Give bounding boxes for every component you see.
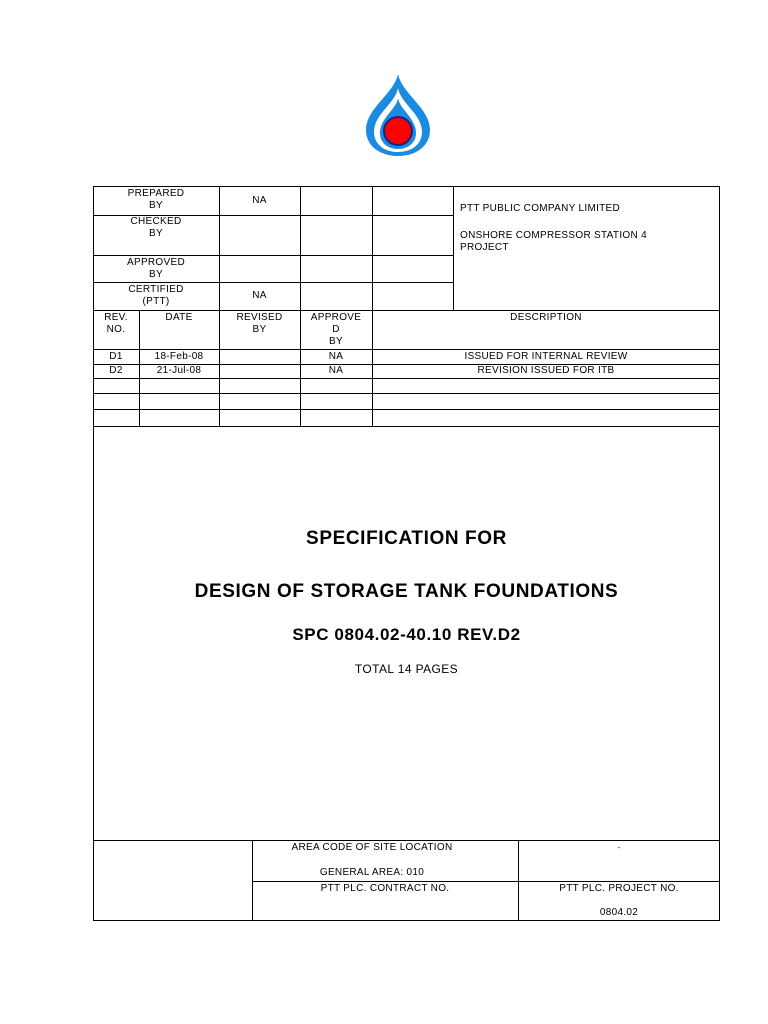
row-rev: D1 (109, 351, 123, 362)
company-name: PTT PUBLIC COMPANY LIMITED (460, 203, 621, 214)
grid-line (453, 186, 454, 310)
row-approved-by: NA (328, 351, 344, 362)
header-approved-by: APPROVE D BY (310, 312, 362, 347)
certified-value: NA (252, 290, 267, 301)
grid-line (252, 881, 720, 882)
row-date: 21-Jul-08 (156, 365, 202, 376)
header-rev-no: REV. NO. (104, 312, 128, 335)
header-revised-by: REVISED BY (236, 312, 283, 335)
grid-line (93, 409, 720, 410)
total-pages: TOTAL 14 PAGES (354, 662, 459, 676)
certified-label: CERTIFIED (PTT) (128, 284, 184, 307)
row-date: 18-Feb-08 (154, 351, 204, 362)
grid-line (93, 840, 720, 841)
doc-title-line1: SPECIFICATION FOR (306, 528, 507, 549)
grid-line (93, 349, 720, 350)
grid-line (93, 310, 720, 311)
project-name: ONSHORE COMPRESSOR STATION 4 PROJECT (460, 230, 647, 253)
row-rev: D2 (109, 365, 123, 376)
doc-title-line2: DESIGN OF STORAGE TANK FOUNDATIONS (194, 581, 619, 602)
prepared-by-label: PREPARED BY (127, 188, 185, 211)
contract-no-label: PTT PLC. CONTRACT NO. (320, 883, 450, 894)
general-area: GENERAL AREA: 010 (319, 867, 425, 878)
header-date: DATE (165, 312, 193, 323)
grid-line (300, 186, 301, 310)
row-approved-by: NA (328, 365, 344, 376)
doc-number: SPC 0804.02-40.10 REV.D2 (292, 625, 521, 644)
project-no-label: PTT PLC. PROJECT NO. (559, 883, 679, 894)
grid-line (372, 186, 373, 310)
grid-line (93, 282, 453, 283)
grid-line (93, 393, 720, 394)
grid-line (93, 255, 453, 256)
checked-by-label: CHECKED BY (130, 216, 182, 239)
ptt-logo-icon (362, 72, 434, 158)
prepared-by-value: NA (252, 195, 267, 206)
grid-line (93, 426, 720, 427)
area-code-value: - (617, 843, 621, 852)
row-description: ISSUED FOR INTERNAL REVIEW (464, 351, 628, 362)
header-description: DESCRIPTION (510, 312, 582, 323)
grid-line (93, 378, 720, 379)
project-no-value: 0804.02 (599, 907, 639, 918)
approved-by-label: APPROVED BY (127, 257, 185, 280)
row-description: REVISION ISSUED FOR ITB (477, 365, 615, 376)
area-code-label: AREA CODE OF SITE LOCATION (291, 842, 453, 853)
